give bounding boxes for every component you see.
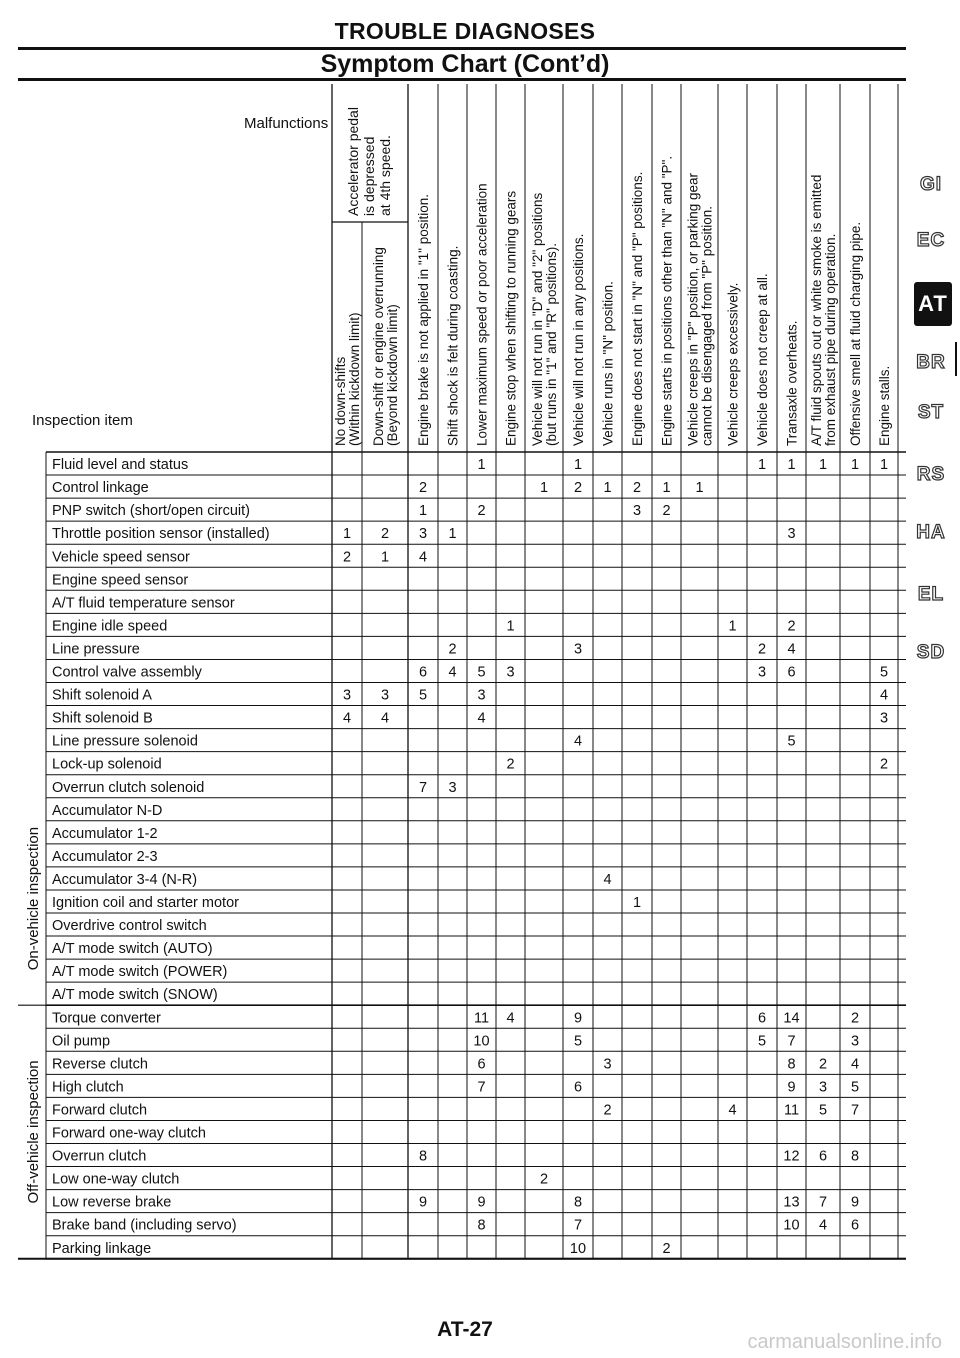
inspection-item-name: Torque converter <box>52 1010 161 1027</box>
priority-cell: 4 <box>787 641 796 658</box>
priority-cell: 3 <box>448 779 457 796</box>
priority-cell: 3 <box>787 526 796 543</box>
priority-cell: 4 <box>380 710 390 727</box>
priority-cell: 3 <box>632 503 642 520</box>
priority-cell: 5 <box>418 687 428 704</box>
priority-cell: 9 <box>477 1194 486 1211</box>
column-header-17: Offensive smell at fluid charging pipe. <box>848 221 863 446</box>
column-header-12: cannot be disengaged from "P" position. <box>699 206 715 446</box>
priority-cell: 4 <box>477 710 486 727</box>
off-vehicle-section-label: Off-vehicle inspection <box>25 1060 42 1204</box>
column-header-11: Engine starts in positions other than "N" and "P". <box>659 155 675 446</box>
column-header-4: Shift shock is felt during coasting. <box>445 245 461 446</box>
priority-cell: 9 <box>573 1010 583 1027</box>
priority-cell: 3 <box>879 710 889 727</box>
column-header-16: from exhaust pipe during operation. <box>823 233 838 446</box>
priority-cell: 1 <box>818 457 828 474</box>
priority-cell: 6 <box>850 1217 860 1234</box>
priority-cell: 1 <box>506 618 515 635</box>
section-tab-br[interactable]: BR <box>916 352 946 373</box>
priority-cell: 11 <box>783 1102 800 1119</box>
priority-cell: 7 <box>477 1079 486 1096</box>
inspection-item-name: A/T mode switch (AUTO) <box>52 941 213 958</box>
inspection-item-name: Engine speed sensor <box>52 572 189 589</box>
inspection-item-label: Inspection item <box>32 412 133 429</box>
priority-cell: 8 <box>787 1056 796 1073</box>
priority-cell: 3 <box>477 687 486 704</box>
priority-cell: 6 <box>757 1010 767 1027</box>
inspection-item-name: Shift solenoid A <box>52 687 152 704</box>
column-header-12: Vehicle creeps in "P" position, or parking gear <box>685 173 701 446</box>
priority-cell: 1 <box>695 480 704 497</box>
priority-cell: 1 <box>603 480 612 497</box>
section-tab-rs[interactable]: RS <box>916 464 946 485</box>
section-tab-ec[interactable]: EC <box>916 230 946 251</box>
priority-cell: 2 <box>603 1102 612 1119</box>
priority-cell: 2 <box>787 618 796 635</box>
priority-cell: 4 <box>879 687 889 704</box>
priority-cell: 2 <box>632 480 642 497</box>
section-tab-ha[interactable]: HA <box>916 522 946 543</box>
priority-cell: 7 <box>850 1102 860 1119</box>
column-header-9: Vehicle runs in "N" position. <box>600 281 616 446</box>
priority-cell: 1 <box>539 480 549 497</box>
priority-cell: 10 <box>783 1217 800 1234</box>
priority-cell: 4 <box>418 549 428 566</box>
priority-cell: 4 <box>818 1217 828 1234</box>
inspection-item-name: Shift solenoid B <box>52 710 153 727</box>
priority-cell: 2 <box>342 549 352 566</box>
priority-cell: 5 <box>477 664 486 681</box>
priority-cell: 1 <box>342 526 352 543</box>
inspection-item-name: Low reverse brake <box>52 1194 172 1211</box>
column-header-6: Engine stop when shifting to running gears <box>503 190 519 446</box>
section-tab-at[interactable]: AT <box>914 282 952 326</box>
priority-cell: 6 <box>418 664 428 681</box>
on-vehicle-section-label: On-vehicle inspection <box>25 826 42 971</box>
inspection-item-name: PNP switch (short/open circuit) <box>52 503 250 520</box>
priority-cell: 2 <box>380 526 390 543</box>
column-header-7: (but runs in "1" and "R" positions). <box>544 242 559 446</box>
priority-cell: 9 <box>850 1194 860 1211</box>
inspection-item-name: A/T mode switch (SNOW) <box>52 987 218 1004</box>
inspection-item-name: Control linkage <box>52 480 149 497</box>
priority-cell: 3 <box>380 687 390 704</box>
priority-cell: 1 <box>757 457 767 474</box>
priority-cell: 6 <box>477 1056 486 1073</box>
priority-cell: 3 <box>757 664 767 681</box>
priority-cell: 9 <box>418 1194 428 1211</box>
column-header-2: (Beyond kickdown limit) <box>385 304 400 446</box>
inspection-item-name: Lock-up solenoid <box>52 756 162 773</box>
priority-cell: 4 <box>448 664 457 681</box>
inspection-item-name: Vehicle speed sensor <box>52 549 190 566</box>
priority-cell: 1 <box>850 457 860 474</box>
priority-cell: 2 <box>477 503 486 520</box>
watermark: carmanualsonline.info <box>747 1331 942 1353</box>
priority-cell: 5 <box>787 733 796 750</box>
priority-cell: 8 <box>850 1148 860 1165</box>
priority-cell: 1 <box>879 457 889 474</box>
priority-cell: 8 <box>573 1194 583 1211</box>
priority-cell: 3 <box>850 1033 860 1050</box>
inspection-item-name: Line pressure solenoid <box>52 733 198 750</box>
inspection-item-name: Overdrive control switch <box>52 918 207 935</box>
malfunctions-label: Malfunctions <box>244 115 329 132</box>
priority-cell: 4 <box>342 710 352 727</box>
priority-cell: 4 <box>850 1056 860 1073</box>
column-header-3: Engine brake is not applied in "1" position. <box>416 194 431 446</box>
priority-cell: 5 <box>818 1102 828 1119</box>
priority-cell: 13 <box>783 1194 800 1211</box>
priority-cell: 6 <box>818 1148 828 1165</box>
priority-cell: 9 <box>787 1079 796 1096</box>
priority-cell: 5 <box>879 664 889 681</box>
priority-cell: 3 <box>818 1079 828 1096</box>
priority-cell: 4 <box>573 733 583 750</box>
inspection-item-name: Forward clutch <box>52 1102 148 1119</box>
priority-cell: 3 <box>506 664 515 681</box>
priority-cell: 5 <box>573 1033 583 1050</box>
priority-cell: 6 <box>573 1079 583 1096</box>
column-header-18: Engine stalls. <box>877 365 892 446</box>
priority-cell: 7 <box>573 1217 583 1234</box>
inspection-item-name: Forward one-way clutch <box>52 1125 206 1142</box>
inspection-item-name: Overrun clutch solenoid <box>52 779 205 796</box>
priority-cell: 3 <box>603 1056 612 1073</box>
inspection-item-name: Engine idle speed <box>52 618 168 635</box>
priority-cell: 7 <box>787 1033 796 1050</box>
priority-cell: 1 <box>662 480 671 497</box>
priority-cell: 6 <box>787 664 796 681</box>
inspection-item-name: A/T mode switch (POWER) <box>52 964 228 981</box>
page-number: AT-27 <box>437 1318 493 1341</box>
column-header-1: (Within kickdown limit) <box>347 312 362 446</box>
column-header-8: Vehicle will not run in any positions. <box>571 233 586 446</box>
page-subtitle: Symptom Chart (Cont’d) <box>320 50 610 78</box>
priority-cell: 2 <box>506 756 515 773</box>
priority-cell: 11 <box>473 1010 490 1027</box>
priority-cell: 14 <box>783 1010 800 1027</box>
inspection-item-name: Accumulator 1-2 <box>52 825 158 842</box>
inspection-item-name: Overrun clutch <box>52 1148 147 1165</box>
column-header-15: Transaxle overheats. <box>784 320 800 446</box>
section-tab-el[interactable]: EL <box>917 584 945 605</box>
inspection-item-name: Ignition coil and starter motor <box>52 895 239 911</box>
priority-cell: 2 <box>879 756 889 773</box>
priority-cell: 1 <box>632 895 642 911</box>
priority-cell: 4 <box>506 1010 515 1027</box>
inspection-item-name: High clutch <box>52 1079 124 1096</box>
inspection-item-name: Fluid level and status <box>52 457 189 474</box>
inspection-item-name: Oil pump <box>52 1033 111 1050</box>
column-header-16: A/T fluid spouts out or white smoke is emitted <box>809 174 824 446</box>
column-header-14: Vehicle does not creep at all. <box>755 273 770 446</box>
priority-cell: 5 <box>850 1079 860 1096</box>
priority-cell: 1 <box>448 526 457 543</box>
inspection-item-name: Accumulator 3-4 (N-R) <box>52 871 198 888</box>
priority-cell: 2 <box>573 480 583 497</box>
priority-cell: 2 <box>662 1240 671 1257</box>
priority-cell: 1 <box>418 503 428 520</box>
priority-cell: 10 <box>569 1240 587 1257</box>
column-header-10: Engine does not start in "N" and "P" positions. <box>630 171 645 446</box>
section-tab-st[interactable]: ST <box>917 402 945 423</box>
inspection-item-name: Reverse clutch <box>52 1056 148 1073</box>
section-tab-marker <box>955 342 957 376</box>
priority-cell: 8 <box>477 1217 486 1234</box>
priority-cell: 3 <box>342 687 352 704</box>
inspection-item-name: Line pressure <box>52 641 140 658</box>
inspection-item-name: Accumulator 2-3 <box>52 848 158 865</box>
priority-cell: 7 <box>418 779 428 796</box>
column-header-2: Down-shift or engine overrunning <box>371 247 386 446</box>
priority-cell: 1 <box>380 549 390 566</box>
inspection-item-name: A/T fluid temperature sensor <box>52 595 235 612</box>
priority-cell: 1 <box>477 457 486 474</box>
priority-cell: 12 <box>783 1148 800 1165</box>
group-header-line: at 4th speed. <box>377 135 393 216</box>
priority-cell: 4 <box>728 1102 737 1119</box>
section-tab-gi[interactable]: GI <box>919 174 943 195</box>
section-tab-sd[interactable]: SD <box>916 642 946 663</box>
column-header-13: Vehicle creeps excessively. <box>725 282 741 446</box>
inspection-item-name: Brake band (including servo) <box>52 1217 237 1234</box>
inspection-item-name: Accumulator N-D <box>52 802 163 819</box>
priority-cell: 2 <box>662 503 671 520</box>
priority-cell: 8 <box>418 1148 428 1165</box>
priority-cell: 4 <box>603 871 612 888</box>
priority-cell: 2 <box>539 1171 549 1188</box>
group-header-line: Accelerator pedal <box>345 107 361 216</box>
priority-cell: 7 <box>818 1194 828 1211</box>
priority-cell: 2 <box>850 1010 860 1027</box>
priority-cell: 2 <box>818 1056 828 1073</box>
priority-cell: 3 <box>418 526 428 543</box>
priority-cell: 10 <box>473 1033 490 1050</box>
priority-cell: 1 <box>728 618 737 635</box>
column-header-1: No down-shifts <box>333 356 348 446</box>
priority-cell: 1 <box>787 457 796 474</box>
inspection-item-name: Parking linkage <box>52 1240 152 1257</box>
priority-cell: 2 <box>448 641 457 658</box>
column-header-5: Lower maximum speed or poor acceleration <box>474 183 490 446</box>
inspection-item-name: Control valve assembly <box>52 664 202 681</box>
inspection-item-name: Low one-way clutch <box>52 1171 180 1188</box>
priority-cell: 5 <box>757 1033 767 1050</box>
priority-cell: 1 <box>573 457 583 474</box>
priority-cell: 2 <box>418 480 428 497</box>
page-title: TROUBLE DIAGNOSES <box>334 18 596 44</box>
group-header-line: is depressed <box>361 136 377 216</box>
priority-cell: 3 <box>573 641 583 658</box>
priority-cell: 2 <box>757 641 767 658</box>
inspection-item-name: Throttle position sensor (installed) <box>52 526 270 543</box>
column-header-7: Vehicle will not run in "D" and "2" positions <box>530 192 545 446</box>
